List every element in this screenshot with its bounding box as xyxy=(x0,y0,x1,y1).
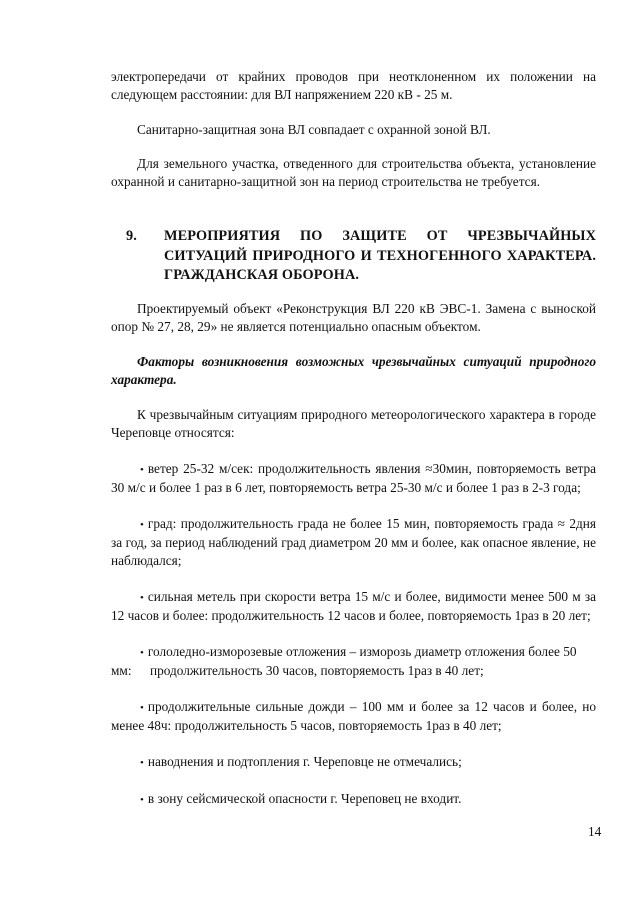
bullet-ice-first-line xyxy=(111,643,596,662)
bullet-wind xyxy=(111,460,596,497)
bullet-symbol: • xyxy=(140,591,144,604)
bullet-wind-text: ветер 25-32 м/сек: продолжительность явления ≈30мин, повторяемость ветра 30 м/с и более 1 раз в 6 лет, повторяемость ветра 25-30 м/с и более 1 раз в 2-3 года; xyxy=(111,460,596,495)
bullet-blizzard-text: сильная метель при скорости ветра 15 м/с и более, видимости менее 500 м за 12 часов и более: продолжительность 12 часов и более, повторяемость 1раз в 20 лет; xyxy=(111,588,596,623)
bullet-ice-second-line xyxy=(111,662,596,680)
bullet-symbol: • xyxy=(140,518,144,531)
section-title: МЕРОПРИЯТИЯ ПО ЗАЩИТЕ ОТ ЧРЕЗВЫЧАЙНЫХ СИТУАЦИЙ ПРИРОДНОГО И ТЕХНОГЕННОГО ХАРАКТЕРА. ГРАЖДАНСКАЯ ОБОРОНА. xyxy=(164,228,596,283)
section-number: 9. xyxy=(126,228,137,244)
subheading: Факторы возникновения возможных чрезвычайных ситуаций природного характера. xyxy=(111,353,596,387)
bullet-symbol: • xyxy=(140,463,144,476)
bullet-symbol: • xyxy=(140,793,144,806)
section-heading xyxy=(111,227,596,286)
meteo-paragraph: К чрезвычайным ситуациям природного метеорологического характера в городе Череповце относятся: xyxy=(111,406,596,440)
bullet-ice-rest: продолжительность 30 часов, повторяемость 1раз в 40 лет; xyxy=(150,662,484,678)
bullet-hail xyxy=(111,515,596,570)
bullet-seismic-text: в зону сейсмической опасности г. Череповец не входит. xyxy=(147,790,462,806)
bullet-ice-lead: мм: xyxy=(111,662,132,678)
bullet-symbol: • xyxy=(140,646,144,659)
bullet-blizzard xyxy=(111,588,596,625)
bullet-ice xyxy=(111,643,596,680)
bullet-symbol: • xyxy=(140,756,144,769)
bullet-flood-text: наводнения и подтопления г. Череповце не отмечались; xyxy=(147,753,462,769)
bullet-rain xyxy=(111,698,596,735)
bullet-flood xyxy=(111,753,596,772)
bullet-hail-text: град: продолжительность града не более 15 мин, повторяемость града ≈ 2дня за год, за период наблюдений град диаметром 20 мм и более, как опасное явление, не наблюдался; xyxy=(111,515,596,568)
page-number: 14 xyxy=(588,824,602,839)
bullet-rain-text: продолжительные сильные дожди – 100 мм и более за 12 часов и более, но менее 48ч: продолжительность 5 часов, повторяемость 1раз в 40 лет; xyxy=(111,698,596,733)
object-paragraph: Проектируемый объект «Реконструкция ВЛ 220 кВ ЭВС-1. Замена с выноской опор № 27, 28, 29» не является потенциально опасным объектом. xyxy=(111,300,596,334)
land-plot-paragraph: Для земельного участка, отведенного для строительства объекта, установление охранной и санитарно-защитной зон на период строительства не требуется. xyxy=(111,156,596,189)
sanitary-zone-paragraph: Санитарно-защитная зона ВЛ совпадает с охранной зоной ВЛ. xyxy=(137,122,491,137)
bullet-ice-text: гололедно-изморозевые отложения – изморозь диаметр отложения более 50 xyxy=(147,643,577,659)
intro-paragraph: электропередачи от крайних проводов при неотклоненном их положении на следующем расстоянии: для ВЛ напряжением 220 кВ - 25 м. xyxy=(111,69,596,102)
bullet-symbol: • xyxy=(140,701,144,714)
bullet-seismic xyxy=(111,790,596,809)
